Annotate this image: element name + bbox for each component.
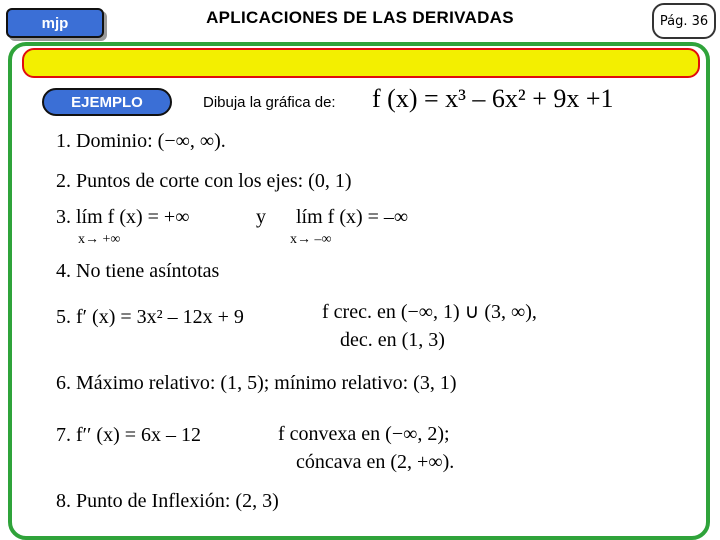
step-5-decreasing: dec. en (1, 3) (340, 329, 445, 351)
step-4-asymptotes: 4. No tiene asíntotas (56, 260, 220, 282)
step-7-second-derivative: 7. f′′ (x) = 6x – 12 (56, 424, 202, 446)
highlight-bar (22, 48, 700, 78)
step-6-extrema: 6. Máximo relativo: (1, 5); mínimo relativo: (3, 1) (56, 372, 457, 394)
step-3-limit-minus-sub: x→ –∞ (290, 232, 332, 247)
step-2-intercepts: 2. Puntos de corte con los ejes: (0, 1) (56, 170, 352, 192)
instruction-text: Dibuja la gráfica de: (203, 94, 336, 111)
step-3-and: y (256, 206, 266, 228)
step-3-limit-plus-sub: x→ +∞ (78, 232, 121, 247)
step-5-monotonicity (322, 298, 537, 354)
example-badge: EJEMPLO (42, 88, 172, 116)
step-8-inflection: 8. Punto de Inflexión: (2, 3) (56, 490, 279, 512)
author-badge: mjp (6, 8, 104, 38)
page-title: APLICACIONES DE LAS DERIVADAS (206, 8, 514, 27)
step-5-first-derivative: 5. f′ (x) = 3x² – 12x + 9 (56, 306, 244, 328)
step-7-concavity (278, 420, 454, 476)
step-7-convex: f convexa en (−∞, 2); (278, 423, 450, 445)
step-5-increasing: f crec. en (−∞, 1) ∪ (3, ∞), (322, 301, 537, 323)
page-number: Pág. 36 (652, 3, 716, 39)
step-3-limit-minus-inf: lím f (x) = –∞ (296, 206, 409, 228)
function-expression: f (x) = x³ – 6x² + 9x +1 (372, 84, 614, 113)
step-3-limit-plus-inf: 3. lím f (x) = +∞ (56, 206, 190, 228)
step-1-domain: 1. Dominio: (−∞, ∞). (56, 130, 226, 152)
step-7-concave: cóncava en (2, +∞). (296, 451, 455, 473)
